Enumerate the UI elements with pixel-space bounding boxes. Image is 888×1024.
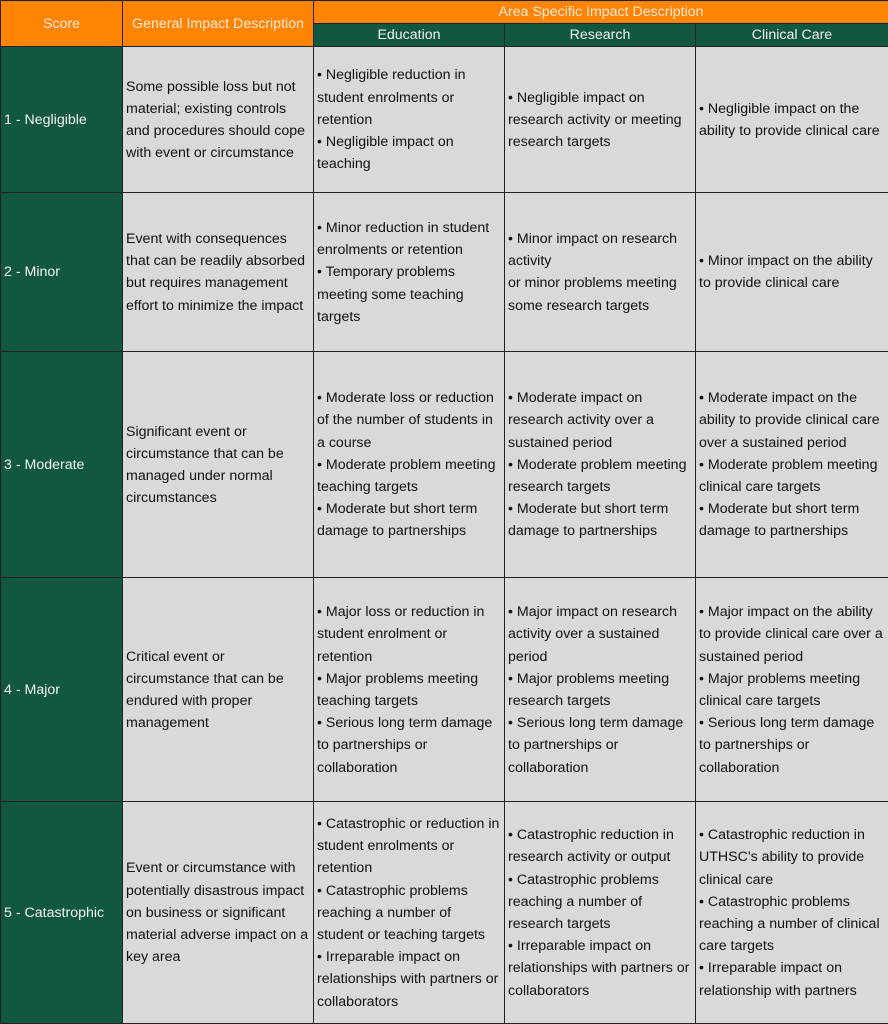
education-bullet: • Major problems meeting teaching targets: [317, 670, 479, 709]
score-cell: 5 - Catastrophic: [1, 802, 123, 1024]
general-cell: Critical event or circumstance that can be endured with proper management: [123, 578, 314, 802]
education-bullet: • Irreparable impact on relationships with partners or collaborators: [317, 949, 499, 1010]
general-cell: Event or circumstance with potentially disastrous impact on business or significant material adverse impact on a key area: [123, 802, 314, 1024]
education-bullet: • Moderate but short term damage to partnerships: [317, 501, 478, 540]
research-bullet: • Moderate but short term damage to partnerships: [508, 501, 669, 540]
education-cell: [314, 802, 505, 1024]
education-cell: [314, 578, 505, 802]
clinical-bullet: • Serious long term damage to partnerships or collaboration: [699, 715, 875, 776]
table-row: [1, 802, 888, 1024]
research-bullet: • Negligible impact on research activity or meeting research targets: [508, 89, 682, 150]
research-cell: [505, 193, 696, 352]
table-row: [1, 193, 888, 352]
education-bullet: • Serious long term damage to partnerships or collaboration: [317, 715, 493, 776]
header-research: Research: [505, 24, 696, 47]
clinical-bullet: • Minor impact on the ability to provide clinical care: [699, 253, 873, 292]
education-bullet: • Moderate problem meeting teaching targets: [317, 456, 496, 495]
general-cell: Event with consequences that can be readily absorbed but requires management effort to minimize the impact: [123, 193, 314, 352]
clinical-bullet: • Major impact on the ability to provide clinical care over a sustained period: [699, 604, 883, 665]
clinical-bullet: • Moderate but short term damage to partnerships: [699, 501, 860, 540]
education-cell: [314, 352, 505, 578]
clinical-cell: [696, 193, 888, 352]
score-cell: 2 - Minor: [1, 193, 123, 352]
research-bullet: • Moderate impact on research activity over a sustained period: [508, 390, 654, 451]
research-cell: [505, 578, 696, 802]
research-bullet: • Moderate problem meeting research targets: [508, 456, 687, 495]
table-row: [1, 578, 888, 802]
general-cell: Some possible loss but not material; existing controls and procedures should cope with event or circumstance: [123, 47, 314, 193]
clinical-cell: [696, 352, 888, 578]
header-education: Education: [314, 24, 505, 47]
education-bullet: • Temporary problems meeting some teaching targets: [317, 264, 464, 325]
research-bullet: • Catastrophic reduction in research activity or output: [508, 827, 674, 866]
research-cell: [505, 802, 696, 1024]
education-bullet: • Moderate loss or reduction of the number of students in a course: [317, 390, 494, 451]
education-cell: [314, 193, 505, 352]
education-bullet: • Catastrophic problems reaching a number of student or teaching targets: [317, 882, 485, 943]
table-row: [1, 47, 888, 193]
research-bullet: • Catastrophic problems reaching a number of research targets: [508, 871, 659, 932]
education-bullet: • Catastrophic or reduction in student enrolments or retention: [317, 815, 500, 877]
clinical-bullet: • Catastrophic reduction in UTHSC's ability to provide clinical care: [699, 827, 865, 888]
header-area: Area Specific Impact Description: [314, 1, 888, 24]
research-cell: [505, 352, 696, 578]
clinical-bullet: • Negligible impact on the ability to provide clinical care: [699, 100, 880, 139]
clinical-bullet: • Moderate problem meeting clinical care targets: [699, 456, 878, 495]
clinical-cell: [696, 47, 888, 193]
header-clinical: Clinical Care: [696, 24, 888, 47]
education-bullet: • Negligible reduction in student enrolments or retention: [317, 67, 466, 128]
education-bullet: • Negligible impact on teaching: [317, 134, 454, 173]
research-bullet: • Major problems meeting research targets: [508, 670, 670, 709]
general-cell: Significant event or circumstance that can be managed under normal circumstances: [123, 352, 314, 578]
header-general: General Impact Description: [123, 1, 314, 47]
research-cell: [505, 47, 696, 193]
education-bullet: • Minor reduction in student enrolments or retention: [317, 219, 490, 259]
header-score: Score: [1, 1, 123, 47]
research-bullet: or minor problems meeting some research targets: [508, 275, 677, 314]
research-bullet: • Irreparable impact on relationships with partners or collaborators: [508, 938, 690, 999]
research-bullet: • Serious long term damage to partnerships or collaboration: [508, 715, 684, 776]
clinical-bullet: • Moderate impact on the ability to provide clinical care over a sustained period: [699, 390, 880, 451]
education-bullet: • Major loss or reduction in student enrolment or retention: [317, 604, 485, 665]
clinical-bullet: • Irreparable impact on relationship with partners: [699, 960, 857, 999]
clinical-cell: [696, 578, 888, 802]
research-bullet: • Major impact on research activity over a sustained period: [508, 604, 677, 665]
score-cell: 3 - Moderate: [1, 352, 123, 578]
clinical-bullet: • Major problems meeting clinical care targets: [699, 670, 861, 709]
clinical-bullet: • Catastrophic problems reaching a number of clinical care targets: [699, 893, 880, 955]
research-bullet: • Minor impact on research activity: [508, 231, 677, 270]
education-cell: [314, 47, 505, 193]
score-cell: 4 - Major: [1, 578, 123, 802]
clinical-cell: [696, 802, 888, 1024]
table-row: [1, 352, 888, 578]
score-cell: 1 - Negligible: [1, 47, 123, 193]
